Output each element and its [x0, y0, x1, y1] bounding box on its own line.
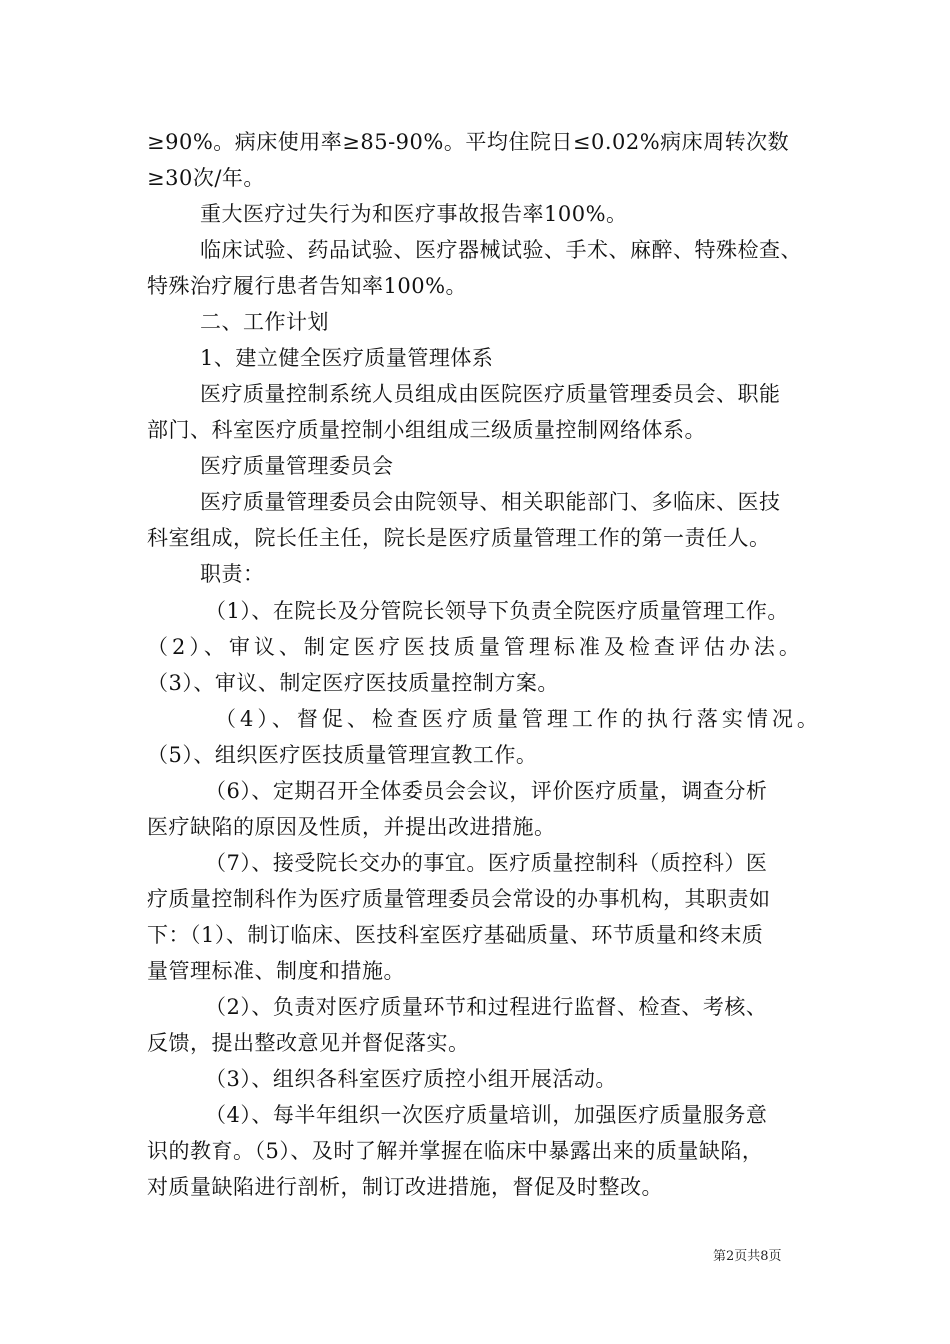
text-line: 重大医疗过失行为和医疗事故报告率100%。 — [200, 202, 628, 226]
list-item: （1）、在院长及分管院长领导下负责全院医疗质量管理工作。 — [205, 599, 789, 623]
text-line: 部门、科室医疗质量控制小组组成三级质量控制网络体系。 — [147, 418, 706, 442]
text-line: 下：（1）、制订临床、医技科室医疗基础质量、环节质量和终末质 — [147, 923, 764, 947]
list-item: （3）、组织各科室医疗质控小组开展活动。 — [205, 1067, 617, 1091]
list-item: （3）、审议、制定医疗医技质量控制方案。 — [147, 671, 559, 695]
text-line: 医疗质量管理委员会由院领导、相关职能部门、多临床、医技 — [200, 490, 781, 514]
section-heading: 二、工作计划 — [200, 310, 329, 334]
subsection-heading: 1、建立健全医疗质量管理体系 — [200, 346, 494, 370]
list-item: （6）、定期召开全体委员会会议，评价医疗质量，调查分析 — [205, 779, 768, 803]
list-item: （7）、接受院长交办的事宜。医疗质量控制科（质控科）医 — [205, 851, 768, 875]
list-item: （5）、组织医疗医技质量管理宣教工作。 — [147, 743, 538, 767]
list-item: （4）、每半年组织一次医疗质量培训，加强医疗质量服务意 — [205, 1103, 768, 1127]
list-item: （4）、督促、检查医疗质量管理工作的执行落实情况。 — [215, 707, 822, 731]
text-line: 职责： — [200, 562, 265, 586]
text-line: 识的教育。（5）、及时了解并掌握在临床中暴露出来的质量缺陷， — [147, 1139, 764, 1163]
list-item: （2）、审议、制定医疗医技质量管理标准及检查评估办法。 — [147, 635, 804, 659]
text-line: 医疗质量管理委员会 — [200, 454, 394, 478]
text-line: 疗质量控制科作为医疗质量管理委员会常设的办事机构，其职责如 — [147, 887, 771, 911]
text-line: 量管理标准、制度和措施。 — [147, 959, 405, 983]
text-line: 科室组成，院长任主任，院长是医疗质量管理工作的第一责任人。 — [147, 526, 771, 550]
text-line: 反馈，提出整改意见并督促落实。 — [147, 1031, 470, 1055]
text-line: 医疗缺陷的原因及性质，并提出改进措施。 — [147, 815, 556, 839]
page-number: 第2页共8页 — [713, 1249, 782, 1264]
text-line: ≥90%。病床使用率≥85-90%。平均住院日≤0.02%病床周转次数 — [147, 130, 790, 154]
text-line: 医疗质量控制系统人员组成由医院医疗质量管理委员会、职能 — [200, 382, 781, 406]
text-line: 特殊治疗履行患者告知率100%。 — [147, 274, 468, 298]
list-item: （2）、负责对医疗质量环节和过程进行监督、检查、考核、 — [205, 995, 768, 1019]
text-line: 对质量缺陷进行剖析，制订改进措施，督促及时整改。 — [147, 1175, 663, 1199]
text-line: ≥30次/年。 — [147, 166, 265, 190]
text-line: 临床试验、药品试验、医疗器械试验、手术、麻醉、特殊检查、 — [200, 238, 802, 262]
